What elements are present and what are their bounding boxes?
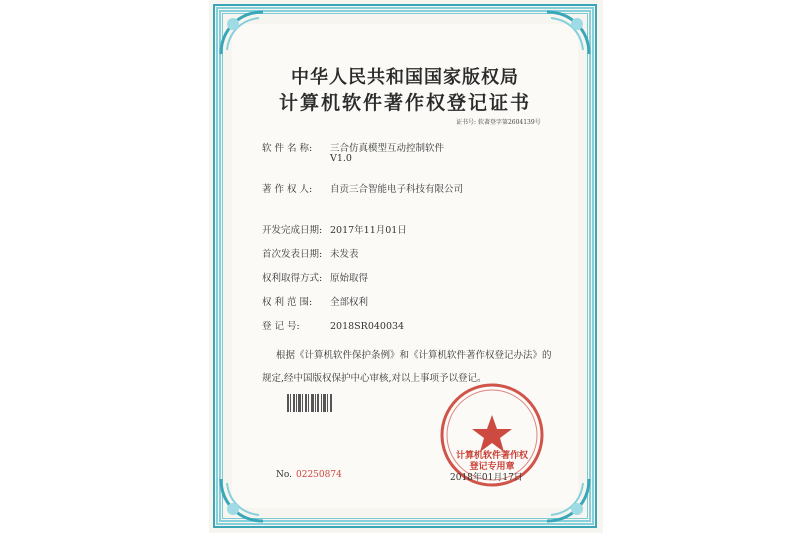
issue-date: 2018年01月17日 (450, 473, 523, 483)
corner-ornament-icon (545, 477, 591, 523)
field-label: 登 记 号: (262, 321, 300, 332)
certificate-number (456, 117, 541, 126)
certificate-number-value: 软著登字第2604139号 (477, 119, 541, 126)
field-software-name (262, 140, 444, 154)
field-value: 未发表 (330, 249, 359, 260)
field-rights-scope (262, 294, 368, 308)
barcode-icon (287, 394, 333, 412)
field-acquisition-method (262, 270, 368, 284)
certificate-title: 计算机软件著作权登记证书 (278, 92, 531, 114)
issuer-title: 中华人民共和国国家版权局 (291, 67, 519, 88)
field-label: 权利取得方式: (262, 273, 323, 284)
statement-line-1: 根据《计算机软件保护条例》和《计算机软件著作权登记办法》的 (276, 350, 552, 361)
field-copyright-owner (262, 181, 463, 195)
field-value: 原始取得 (330, 273, 369, 284)
field-label: 软 件 名 称: (262, 143, 313, 154)
corner-ornament-icon (545, 10, 591, 56)
serial-label: No. (276, 470, 292, 480)
statement-line-2: 规定,经中国版权保护中心审核,对以上事项予以登记。 (262, 373, 487, 384)
serial-value: 02250874 (296, 470, 342, 480)
field-value: 2018SR040034 (330, 321, 405, 332)
certificate-number-label: 证书号: (456, 119, 477, 126)
field-completion-date (262, 222, 407, 236)
field-first-publish-date (262, 246, 359, 260)
field-label: 权 利 范 围: (262, 297, 313, 308)
field-value: 三合仿真模型互动控制软件 (330, 143, 445, 154)
field-label: 著 作 权 人: (262, 184, 313, 195)
corner-ornament-icon (219, 477, 265, 523)
field-registration-number (262, 318, 404, 332)
field-value: 全部权利 (330, 297, 369, 308)
field-label: 首次发表日期: (262, 249, 323, 260)
corner-ornament-icon (219, 10, 265, 56)
field-label: 开发完成日期: (262, 225, 323, 236)
seal-text-line-2: 登记专用章 (469, 462, 515, 472)
field-value: 2017年11月01日 (330, 225, 407, 236)
seal-text-line-1: 计算机软件著作权 (455, 451, 528, 461)
software-version: V1.0 (330, 153, 352, 164)
field-value: 自贡三合智能电子科技有限公司 (330, 184, 464, 195)
serial-number (276, 470, 342, 480)
